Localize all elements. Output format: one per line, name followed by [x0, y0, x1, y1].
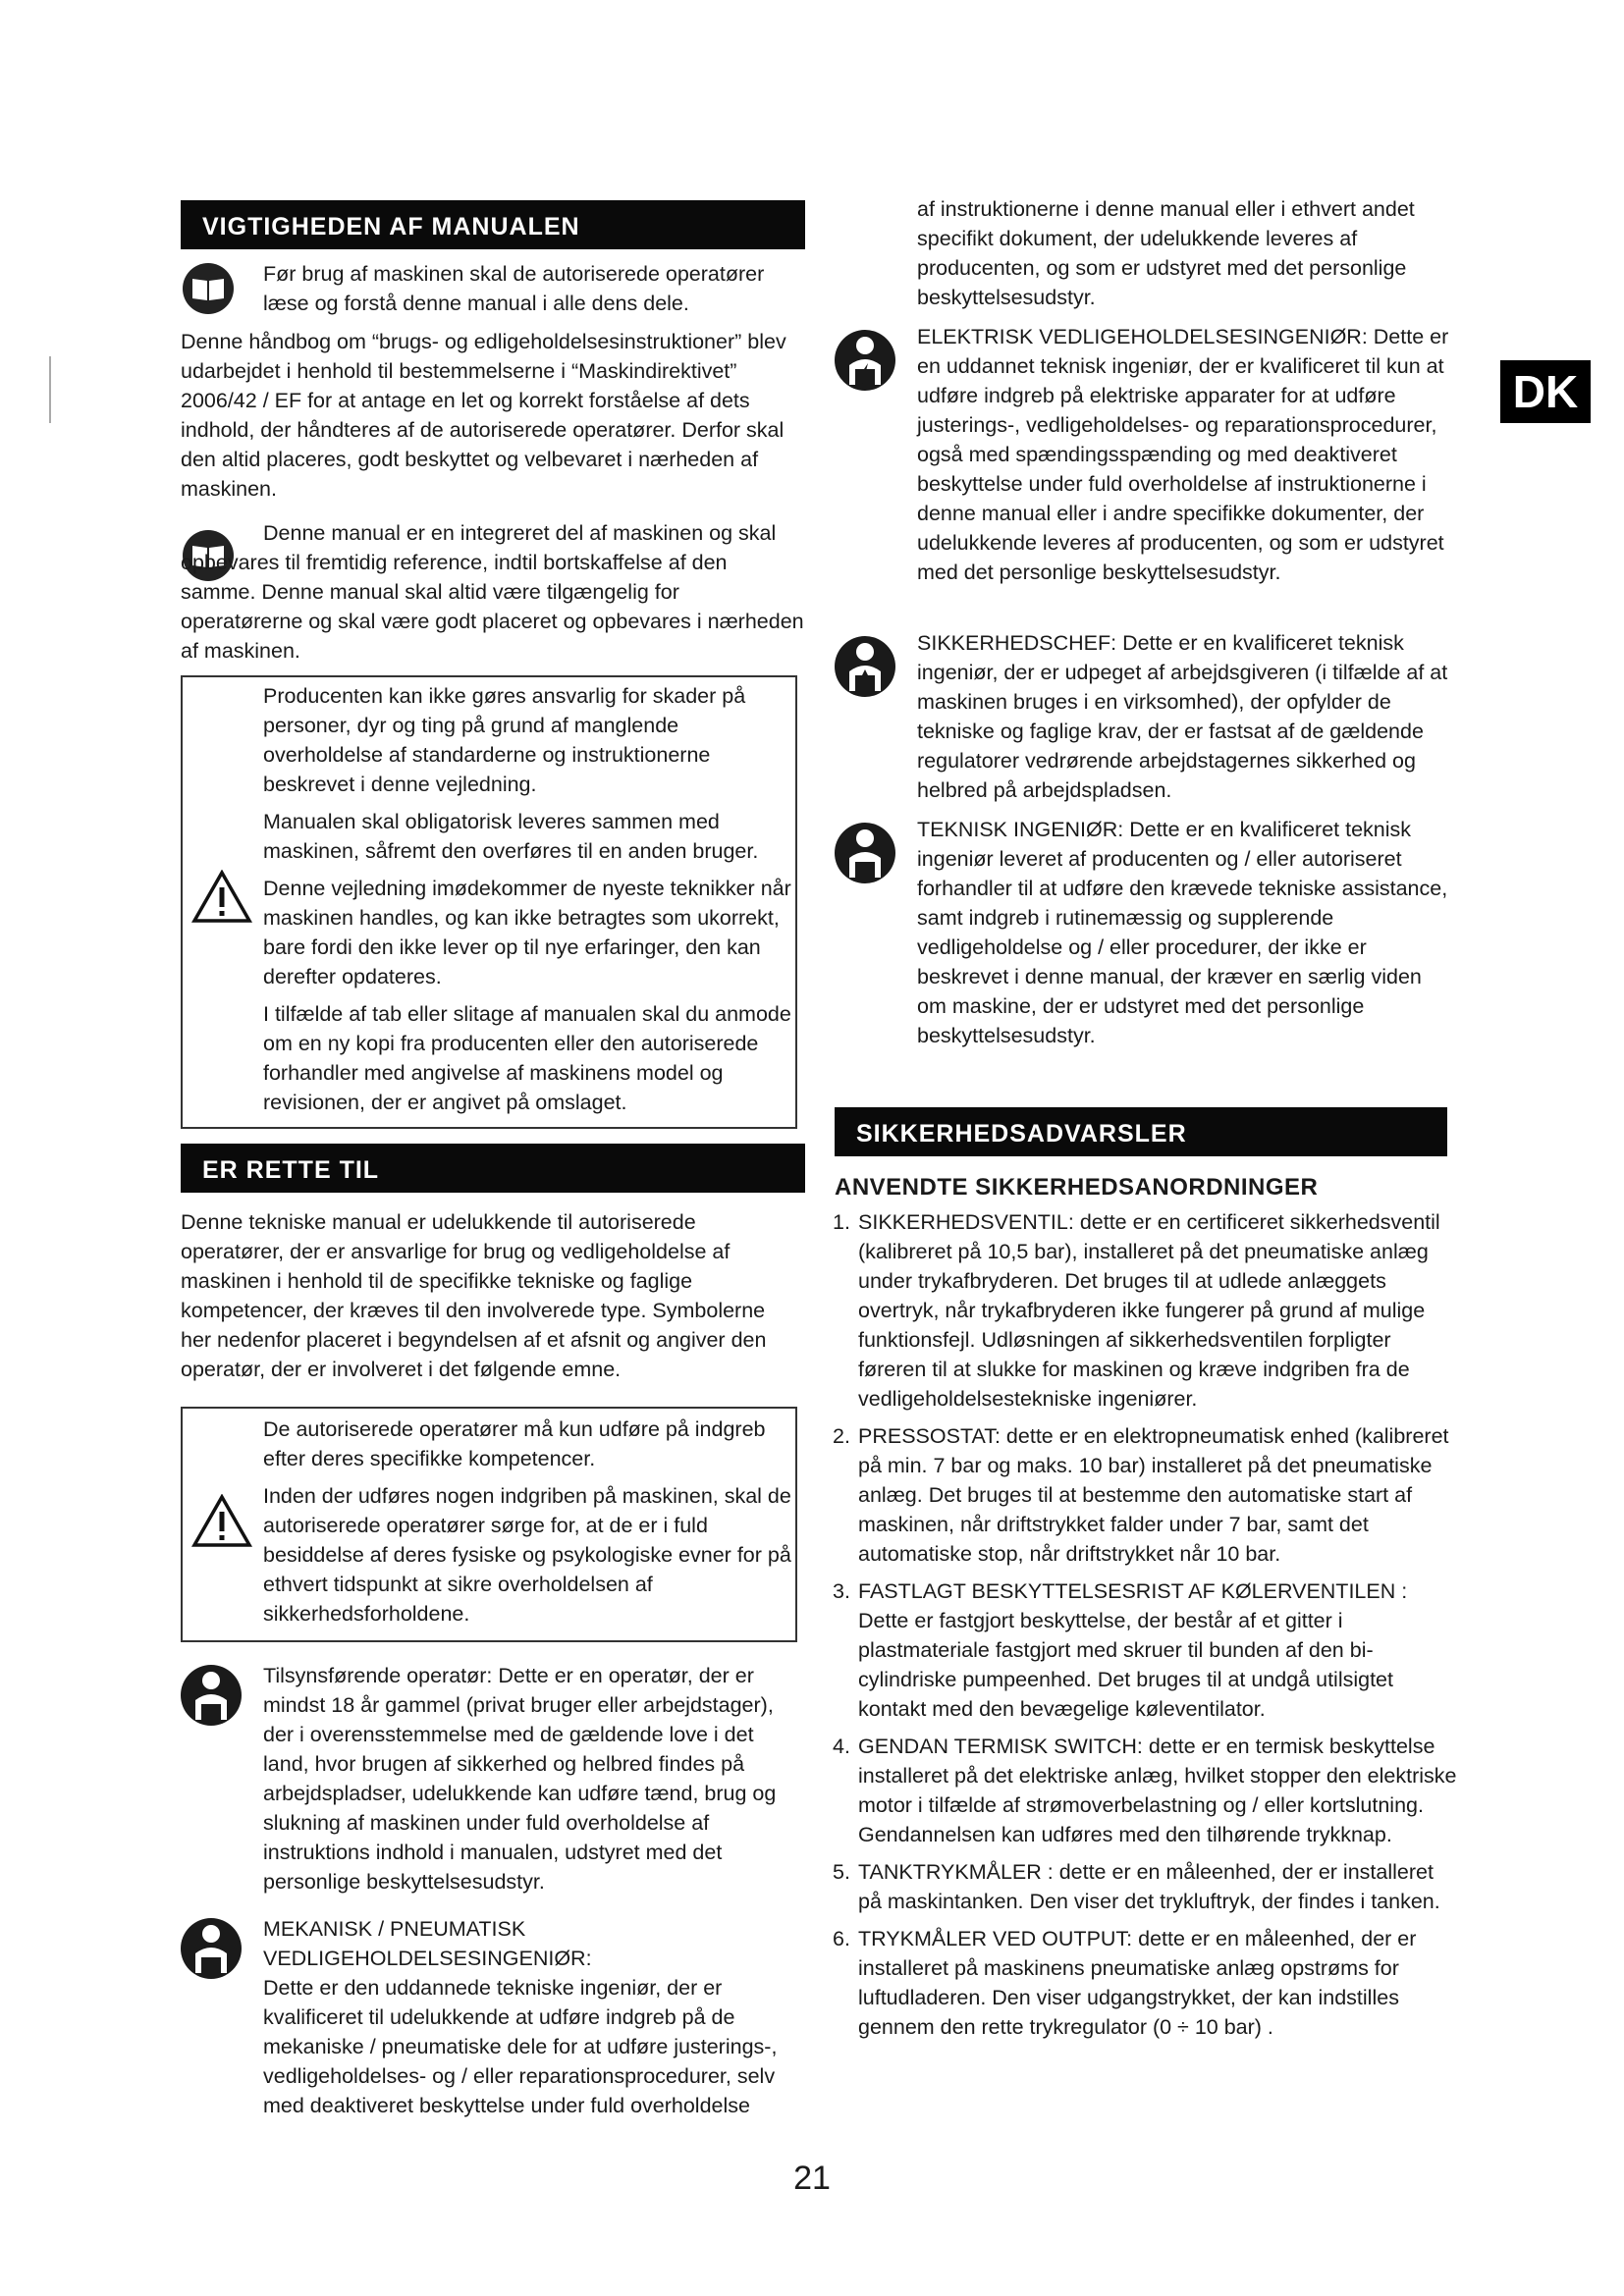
- warning-item: Denne vejledning imødekommer de nyeste teknikker når maskinen handles, og kan ikke betragtes som ukorrekt, bare fordi den ikke lever op til nye erfaringer, den kan derefter opdateres.: [263, 877, 791, 988]
- warning-box-2-text: [263, 1415, 791, 1636]
- list-number: 5.: [833, 1860, 850, 1884]
- warning-item: De autoriserede operatører må kun udføre på indgreb efter deres specifikke kompetencer.: [263, 1417, 766, 1470]
- list-text: PRESSOSTAT: dette er en elektropneumatisk enhed (kalibreret på min. 7 bar og maks. 10 bar) installeret på det pneumatiske anlæg. Det bruges til at bestemme den automatiske start af maskinen, når driftstrykket falder under 7 bar, samt det automatiske stop, når driftstrykket når 10 bar.: [858, 1424, 1449, 1566]
- manual-paragraph-1: Denne håndbog om “brugs- og edligeholdelsesinstruktioner” blev udarbejdet i henhold til bestemmelserne i “Maskindirektivet” 2006/42 / EF for at antage en let og korrekt forståelse af dets indhold, der håndteres af de autoriserede operatører. Derfor skal den altid placeres, godt beskyttet og velbevaret i nærheden af maskinen.: [181, 330, 786, 501]
- intro-text: Før brug af maskinen skal de autoriserede operatører læse og forstå denne manual i alle dens dele.: [263, 262, 765, 315]
- mechanic-text: Dette er den uddannede tekniske ingeniør, der er kvalificeret til udelukkende at udføre indgreb på de mekaniske / pneumatiske dele for at udføre justerings-, vedligeholdelses- og / eller reparationsprocedurer, selv med deaktiveret beskyttelse under fuld overholdelse: [263, 1976, 778, 2117]
- list-number: 4.: [833, 1735, 850, 1758]
- list-item: [833, 1421, 1459, 1569]
- safety-chief-text: SIKKERHEDSCHEF: Dette er en kvalificeret teknisk ingeniør, der er udpeget af arbejdsgiveren (i tilfælde af at maskinen bruges i en virksomhed), der opfylder de tekniske og faglige krav, der er fastsat af de gældende regulatorer vedrørende arbejdstagernes sikkerhed og helbred på arbejdspladsen.: [917, 631, 1448, 802]
- section-header-manual: VIGTIGHEDEN AF MANUALEN: [181, 200, 805, 249]
- mechanic-title-1: MEKANISK / PNEUMATISK: [263, 1917, 526, 1941]
- list-item: [833, 1207, 1459, 1414]
- safety-subtitle: ANVENDTE SIKKERHEDSANORDNINGER: [835, 1174, 1319, 1201]
- list-text: FASTLAGT BESKYTTELSESRIST AF KØLERVENTILEN : Dette er fastgjort beskyttelse, der består af et gitter i plastmateriale fastgjort med skruer til bunden af den bi-cylindriske pumpeenhed. Det bruges til at undgå utilsigtet kontakt med den bevægelige køleventilator.: [858, 1579, 1408, 1721]
- technician-icon: [833, 817, 897, 887]
- warning-item: I tilfælde af tab eller slitage af manualen skal du anmode om en ny kopi fra producenten eller den autoriserede forhandler med angivelse af maskinens model og revisionen, der er angivet på omslaget.: [263, 1002, 791, 1114]
- safety-chief-icon: [833, 630, 897, 701]
- warning-item: Manualen skal obligatorisk leveres sammen med maskinen, såfremt den overføres til en anden bruger.: [263, 810, 759, 863]
- book-icon: [181, 261, 236, 316]
- list-text: GENDAN TERMISK SWITCH: dette er en termisk beskyttelse installeret på det elektriske anlæg, hvilket stopper den elektriske motor i tilfælde af strømoverbelastning og / eller kortslutning. Gendannelsen kan udføres med den tilhørende trykknap.: [858, 1735, 1457, 1846]
- list-number: 6.: [833, 1927, 850, 1950]
- language-tab: DK: [1500, 360, 1591, 423]
- list-text: SIKKERHEDSVENTIL: dette er en certificeret sikkerhedsventil (kalibreret på 10,5 bar), installeret på det pneumatiske anlæg under trykafbryderen. Det bruges til at udlede anlæggets overtryk, når trykafbryderen ikke fungerer på grund af mulige funktionsfejl. Udløsningen af sikkerhedsventilen forpligter føreren til at slukke for maskinen og kræve indgriben fra de vedligeholdelsestekniske ingeniører.: [858, 1210, 1440, 1411]
- list-item: [833, 1857, 1459, 1916]
- warning-item: Inden der udføres nogen indgriben på maskinen, skal de autoriserede operatører sørge for, at de er i fuld besiddelse af deres fysiske og psykologiske evner for på ethvert tidspunkt at sikre overholdelsen af sikkerhedsforholdene.: [263, 1484, 791, 1626]
- list-item: [833, 1576, 1459, 1724]
- section-header-recipients: ER RETTE TIL: [181, 1144, 805, 1193]
- section-header-safety: SIKKERHEDSADVARSLER: [835, 1107, 1447, 1156]
- page-number: 21: [793, 2160, 831, 2197]
- recipients-paragraph: Denne tekniske manual er udelukkende til autoriserede operatører, der er ansvarlige for brug og vedligeholdelse af maskinen i henhold til de specifikke tekniske og faglige kompetencer, der kræves til den involverede type. Symbolerne her nedenfor placeret i begyndelsen af et afsnit og angiver den operatør, der er involveret i det følgende emne.: [181, 1210, 767, 1381]
- manual-paragraph-2-text: Denne manual er en integreret del af maskinen og skal opbevares til fremtidig reference, indtil bortskaffelse af den samme. Denne manual skal altid være tilgængelig for operatørerne og skal være godt placeret og opbevares i nærheden af maskinen.: [181, 521, 804, 663]
- list-text: TANKTRYKMÅLER : dette er en måleenhed, der er installeret på maskintanken. Den viser det trykluftryk, der findes i tanken.: [858, 1860, 1440, 1913]
- continued-text: af instruktionerne i denne manual eller i ethvert andet specifikt dokument, der udelukkende leveres af producenten, og som er udstyret med det personlige beskyttelsesudstyr.: [917, 197, 1415, 309]
- electrician-icon: [833, 324, 897, 395]
- mechanic-block: [263, 1914, 801, 2120]
- mechanic-title-2: VEDLIGEHOLDELSESINGENIØR:: [263, 1947, 592, 1970]
- electric-engineer-text: ELEKTRISK VEDLIGEHOLDELSESINGENIØR: Dette er en uddannet teknisk ingeniør, der er kvalificeret til kun at udføre indgreb på elektriske apparater for at udføre justerings-, vedligeholdelses- og reparationsprocedurer, også med spændingsspænding og med deaktiveret beskyttelse under fuld overholdelse af instruktionerne i denne manual eller i andre specifikke dokumenter, der udelukkende leveres af producenten, og som er udstyret med det personlige beskyttelsesudstyr.: [917, 325, 1449, 584]
- mechanic-icon: [179, 1912, 244, 1983]
- list-text: TRYKMÅLER VED OUTPUT: dette er en måleenhed, der er installeret på maskinens pneumatiske anlæg opstrøms for luftudladeren. Den viser udgangstrykket, der kan indstilles gennem den rette trykregulator (0 ÷ 10 bar) .: [858, 1927, 1417, 2039]
- operator-text: Tilsynsførende operatør: Dette er en operatør, der er mindst 18 år gammel (privat bruger eller arbejdstager), der i overensstemmelse med de gældende love i det land, hvor brugen af sikkerhed og helbred findes på arbejdspladser, udelukkende kan udføre tænd, brug og slukning af maskinen under fuld overholdelse af instruktions indhold i manualen, udstyret med det personlige beskyttelsesudstyr.: [263, 1664, 777, 1894]
- operator-icon: [179, 1659, 244, 1730]
- warning-item: Producenten kan ikke gøres ansvarlig for skader på personer, dyr og ting på grund af manglende overholdelse af standarderne og instruktionerne beskrevet i denne vejledning.: [263, 684, 746, 796]
- warning-triangle-icon: [191, 1494, 252, 1549]
- list-item: [833, 1732, 1459, 1849]
- list-number: 3.: [833, 1579, 850, 1603]
- safety-devices-list: [833, 1207, 1459, 2050]
- margin-mark: [49, 356, 51, 423]
- warning-box-1-text: [263, 681, 791, 1125]
- list-item: [833, 1924, 1459, 2042]
- manual-paragraph-2: [181, 518, 805, 666]
- list-number: 2.: [833, 1424, 850, 1448]
- technical-engineer-text: TEKNISK INGENIØR: Dette er en kvalificeret teknisk ingeniør leveret af producenten og / eller autoriseret forhandler til at udføre den krævede tekniske assistance, samt indgreb i rutinemæssig og supplerende vedligeholdelse og / eller procedurer, der ikke er beskrevet i denne manual, der kræver en særlig viden om maskine, der er udstyret med det personlige beskyttelsesudstyr.: [917, 818, 1448, 1047]
- warning-triangle-icon: [191, 870, 252, 925]
- list-number: 1.: [833, 1210, 850, 1234]
